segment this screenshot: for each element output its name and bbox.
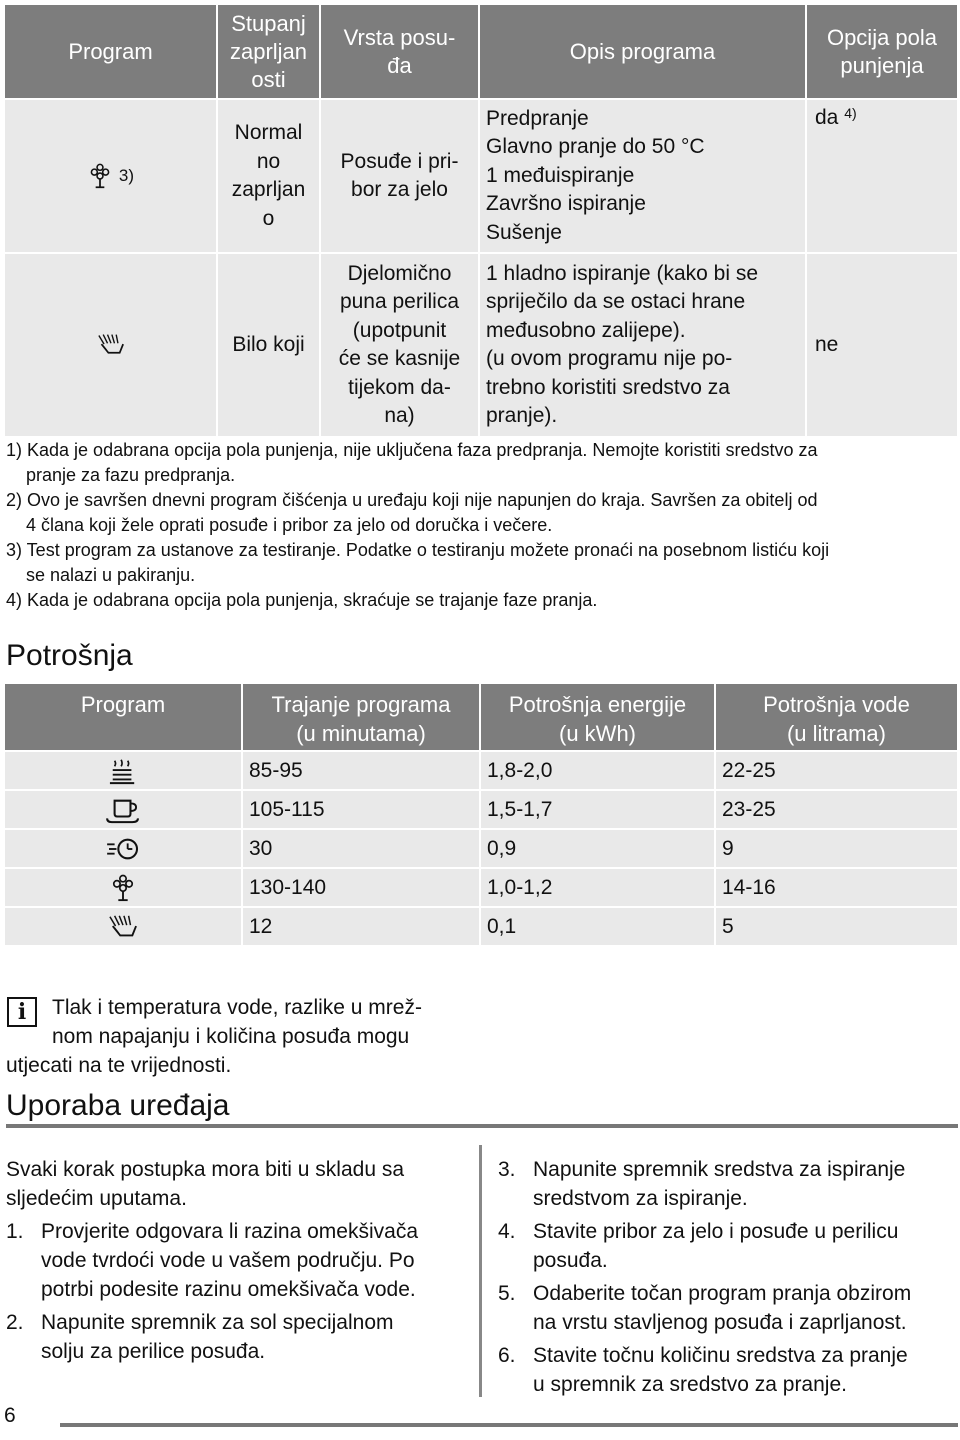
water-value: 23-25: [715, 790, 958, 829]
half-load-cell: ne: [806, 253, 958, 437]
energy-value: 1,0-1,2: [480, 868, 715, 907]
step-5: 5. Odaberite točan program pranja obzirom na vrstu stavljenog posuđa i zaprljanost.: [498, 1282, 912, 1334]
normal-program-icon: [103, 796, 143, 824]
table-row: [4, 868, 958, 907]
description-cell: Predpranje Glavno pranje do 50 °C 1 međuispiranje Završno ispiranje Sušenje: [479, 99, 806, 253]
rinse-hold-icon: [96, 332, 126, 358]
table-row: [4, 253, 958, 437]
program-table: [3, 3, 959, 438]
column-divider: [479, 1145, 482, 1397]
usage-intro: Svaki korak postupka mora biti u skladu sa sljedećim uputama.: [6, 1158, 405, 1210]
duration-value: 105-115: [242, 790, 480, 829]
duration-value: 12: [242, 907, 480, 946]
footer-rule: [60, 1423, 958, 1427]
soil-cell: Normal no zaprljan o: [217, 99, 320, 253]
consumption-table: [3, 682, 959, 947]
program-footnote-ref: 3): [118, 166, 134, 186]
footnote-1: 1) Kada je odabrana opcija pola punjenja, nije uključena faza predpranja. Nemojte koristiti sredstvo za pranje za fazu predpranja.: [6, 440, 818, 485]
header-program: Program: [4, 683, 242, 751]
program-cell: [4, 99, 217, 253]
water-value: 5: [715, 907, 958, 946]
consumption-heading: Potrošnja: [6, 639, 133, 672]
step-6: 6. Stavite točnu količinu sredstva za pranje u spremnik za sredstvo za pranje.: [498, 1344, 908, 1396]
header-duration: Trajanje programa (u minutama): [242, 683, 480, 751]
footnote-4: 4) Kada je odabrana opcija pola punjenja, skraćuje se trajanje faze pranja.: [6, 590, 598, 610]
table-row: [4, 829, 958, 868]
info-icon: i: [7, 997, 37, 1027]
page-number: 6: [4, 1404, 16, 1427]
usage-left-column: [6, 1155, 466, 1370]
water-value: 22-25: [715, 751, 958, 790]
header-program: Program: [4, 4, 217, 99]
program-cell: [4, 253, 217, 437]
table-row: [4, 751, 958, 790]
description-cell: 1 hladno ispiranje (kako bi se spriječilo da se ostaci hrane međusobno zalijepe). (u ovom programu nije po- trebno koristiti sredstvo za pranje).: [479, 253, 806, 437]
dishes-cell: Djelomično puna perilica (upotpunit će se kasnije tijekom da- na): [320, 253, 479, 437]
table-row: [4, 907, 958, 946]
soil-cell: Bilo koji: [217, 253, 320, 437]
water-value: 14-16: [715, 868, 958, 907]
header-description: Opis programa: [479, 4, 806, 99]
step-3: 3. Napunite spremnik sredstva za ispiranje sredstvom za ispiranje.: [498, 1158, 906, 1210]
header-dish-type: Vrsta posu- đa: [320, 4, 479, 99]
duration-value: 130-140: [242, 868, 480, 907]
info-note-text: Tlak i temperatura vode, razlike u mrež- nom napajanju i količina posuđa mogu: [52, 996, 422, 1048]
duration-value: 85-95: [242, 751, 480, 790]
table-row: [4, 790, 958, 829]
step-4: 4. Stavite pribor za jelo i posuđe u perilicu posuđa.: [498, 1220, 899, 1272]
rinse-hold-icon: [106, 913, 140, 941]
test-program-icon: [109, 874, 137, 902]
footnotes: [6, 438, 956, 613]
header-energy: Potrošnja energije (u kWh): [480, 683, 715, 751]
footnote-2: 2) Ovo je savršen dnevni program čišćenja u uređaju koji nije napunjen do kraja. Savršen za obitelj od 4 člana koji žele oprati posuđe i pribor za jelo od doručka i večere.: [6, 490, 818, 535]
usage-heading: Uporaba uređaja: [6, 1089, 230, 1122]
footnote-3: 3) Test program za ustanove za testiranje. Podatke o testiranju možete pronaći na posebnom listiću koji se nalazi u pakiranju.: [6, 540, 830, 585]
energy-value: 1,8-2,0: [480, 751, 715, 790]
table-row: [4, 99, 958, 253]
test-program-icon: [87, 163, 113, 189]
step-2: 2. Napunite spremnik za sol specijalnom solju za perilice posuđa.: [6, 1311, 394, 1363]
header-half-load: Opcija pola punjenja: [806, 4, 958, 99]
info-note-text-cont: utjecati na te vrijednosti.: [6, 1054, 232, 1077]
duration-value: 30: [242, 829, 480, 868]
water-value: 9: [715, 829, 958, 868]
intensive-program-icon: [106, 757, 140, 785]
heading-rule: [6, 1124, 958, 1128]
usage-right-column: [498, 1155, 958, 1403]
half-load-cell: da $^{4)}$: [806, 99, 958, 253]
header-soil-level: Stupanj zaprljan osti: [217, 4, 320, 99]
step-1: 1. Provjerite odgovara li razina omekšivača vode tvrdoći vode u vašem području. Po potrbi podesite razinu omekšivača vode.: [6, 1220, 419, 1301]
energy-value: 1,5-1,7: [480, 790, 715, 829]
energy-value: 0,1: [480, 907, 715, 946]
dishes-cell: Posuđe i pri- bor za jelo: [320, 99, 479, 253]
energy-value: 0,9: [480, 829, 715, 868]
quick-program-icon: [103, 835, 143, 863]
header-water: Potrošnja vode (u litrama): [715, 683, 958, 751]
